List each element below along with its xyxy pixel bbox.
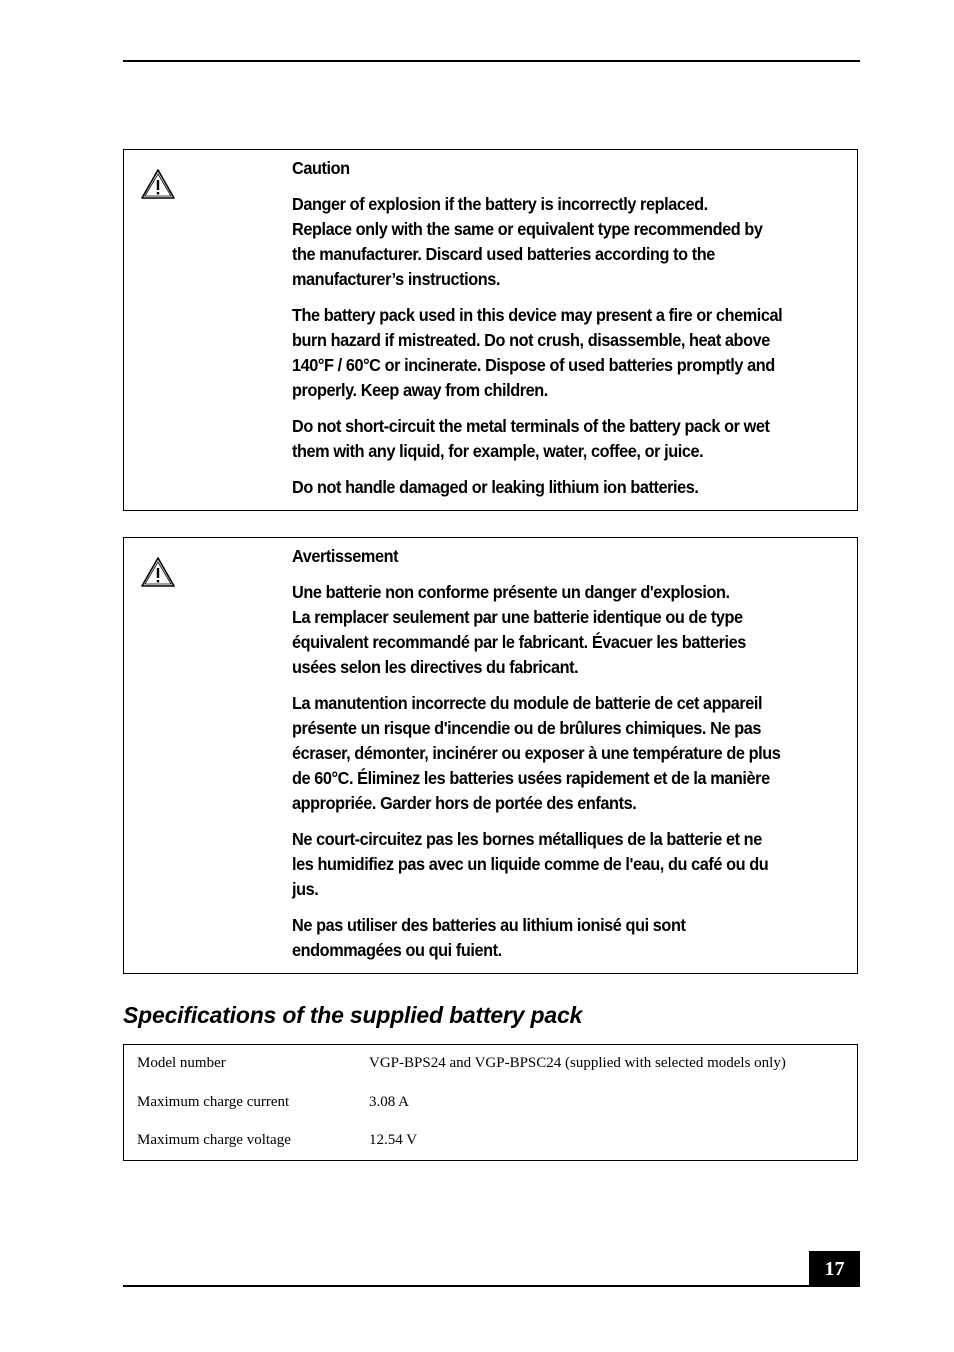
- avertissement-paragraph: Ne pas utiliser des batteries au lithium ionisé qui sont endommagées ou qui fuient.: [292, 915, 686, 960]
- spec-row: [124, 1053, 857, 1073]
- spec-row: [124, 1092, 857, 1112]
- spec-label: Maximum charge current: [137, 1094, 290, 1110]
- spec-label: Maximum charge voltage: [137, 1132, 291, 1148]
- avertissement-paragraph: Ne court-circuitez pas les bornes métalliques de la batterie et ne les humidifiez pas avec un liquide comme de l'eau, du café ou du jus.: [292, 829, 769, 899]
- page-number: 17: [809, 1251, 860, 1287]
- footer-rule: [123, 1285, 860, 1287]
- avertissement-paragraph: La manutention incorrecte du module de batterie de cet appareil présente un risque d'incendie ou de brûlures chimiques. Ne pas écraser, démonter, incinérer ou exposer à une température de plus de 60°C. Éliminez les batteries usées rapidement et de la manière appropriée. Garder hors de portée des enfants.: [292, 693, 781, 813]
- warning-triangle-icon: [140, 556, 176, 588]
- caution-paragraph: Do not handle damaged or leaking lithium ion batteries.: [292, 477, 699, 497]
- caution-heading: Caution: [292, 158, 350, 178]
- section-title: Specifications of the supplied battery pack: [123, 1002, 583, 1028]
- caution-content: [292, 150, 850, 500]
- spec-label: Model number: [137, 1055, 226, 1071]
- spec-value: 12.54 V: [369, 1132, 418, 1148]
- caution-paragraph: Danger of explosion if the battery is incorrectly replaced. Replace only with the same or equivalent type recommended by the manufacturer. Discard used batteries according to the manufacturer’s instructions.: [292, 194, 763, 289]
- caution-paragraph: The battery pack used in this device may present a fire or chemical burn hazard if mistreated. Do not crush, disassemble, heat above 140°F / 60°C or incinerate. Dispose of used batteries promptly and properly. Keep away from children.: [292, 305, 783, 400]
- avertissement-box: [123, 537, 858, 974]
- header-rule: [123, 60, 860, 62]
- caution-box: [123, 149, 858, 511]
- spec-table: [123, 1044, 858, 1161]
- spec-value: VGP-BPS24 and VGP-BPSC24 (supplied with selected models only): [369, 1055, 786, 1071]
- spec-row: [124, 1130, 857, 1150]
- avertissement-content: [292, 538, 850, 963]
- caution-paragraph: Do not short-circuit the metal terminals of the battery pack or wet them with any liquid, for example, water, coffee, or juice.: [292, 416, 770, 461]
- spec-value: 3.08 A: [369, 1094, 410, 1110]
- warning-triangle-icon: [140, 168, 176, 200]
- avertissement-heading: Avertissement: [292, 546, 399, 566]
- avertissement-paragraph: Une batterie non conforme présente un danger d'explosion. La remplacer seulement par une batterie identique ou de type équivalent recommandé par le fabricant. Évacuer les batteries usées selon les directives du fabricant.: [292, 582, 746, 677]
